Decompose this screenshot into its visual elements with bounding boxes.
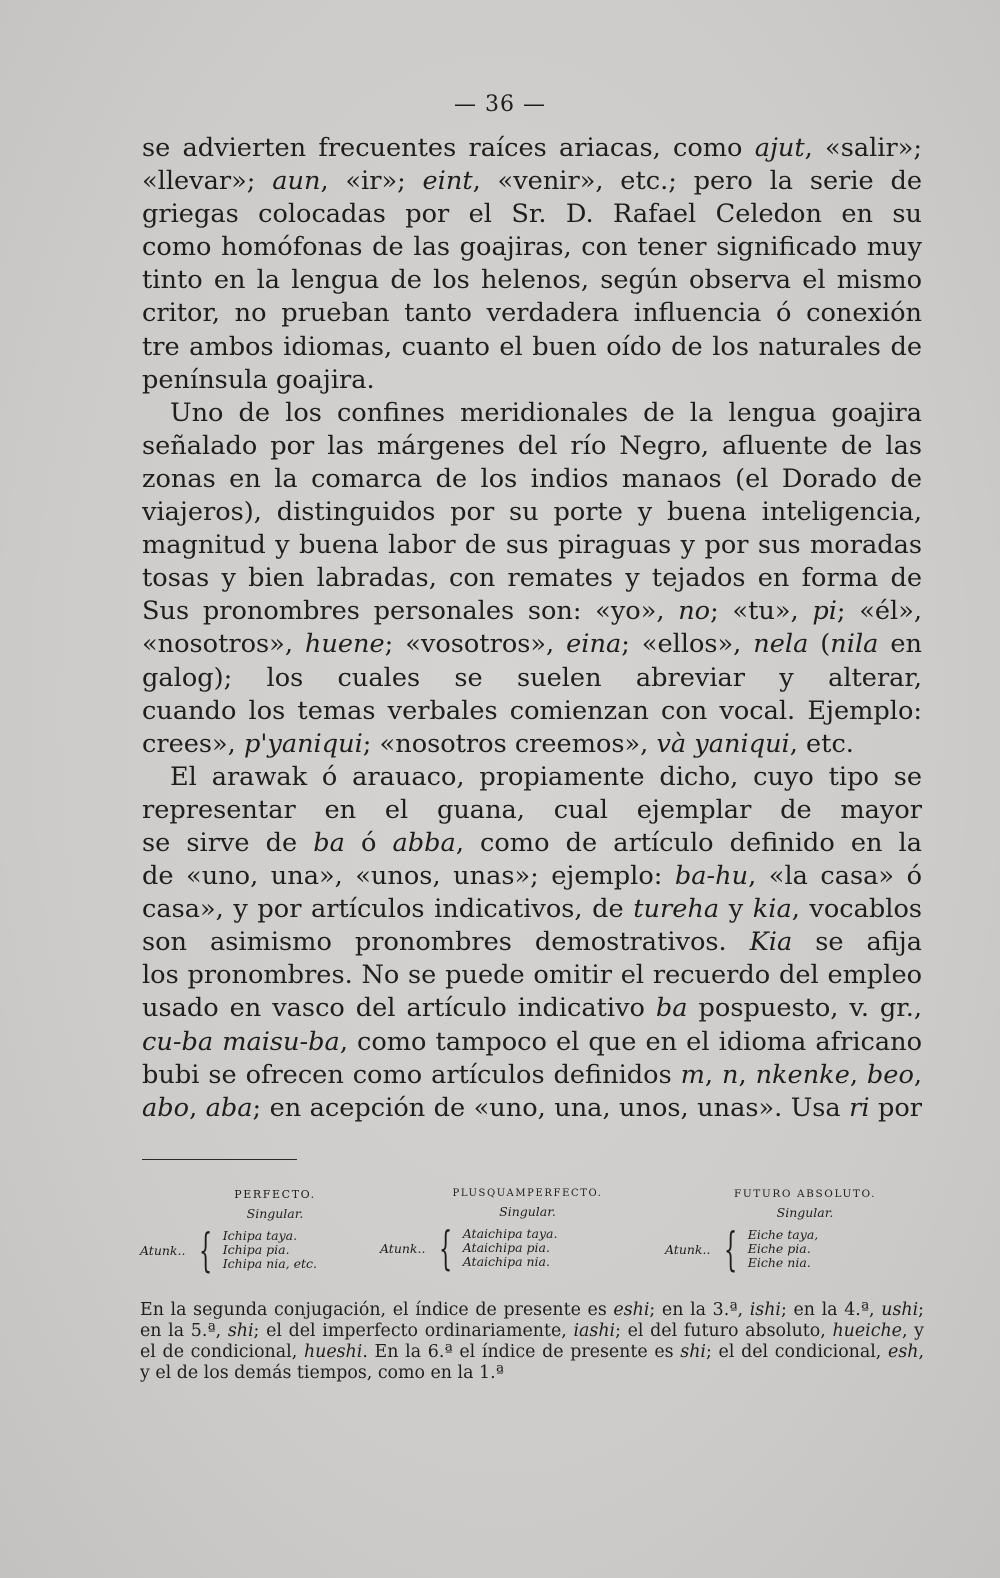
text-run: en [890, 629, 922, 660]
text-run: . En la 6.ª el índice de presente es [362, 1342, 681, 1362]
subject-label: Atunk.. [665, 1241, 711, 1257]
italic-term: p'yaniqui [243, 728, 363, 759]
text-run: ; el del condicional, [705, 1342, 889, 1362]
subject-label: Atunk.. [140, 1242, 186, 1258]
text-run: ; «vosotros», [384, 629, 567, 660]
italic-term: nila [830, 629, 879, 660]
italic-term: n [722, 1059, 739, 1090]
body-line [142, 992, 922, 1025]
text-run: , [849, 1059, 867, 1090]
text-run: ó [344, 827, 393, 858]
italic-term: tureha [633, 894, 720, 925]
text-run: bubi se ofrecen como artículos definidos [142, 1059, 681, 1090]
italic-term: abo [142, 1092, 190, 1123]
conjugation-future [665, 1188, 895, 1276]
text-run: , [704, 1059, 722, 1090]
footnote-line [140, 1342, 924, 1363]
italic-term: hueiche [832, 1321, 902, 1341]
italic-term: ajut [754, 133, 805, 163]
italic-term: beo [866, 1059, 914, 1090]
text-run: pospuesto, v. gr., [687, 993, 922, 1024]
text-run: se afija [815, 927, 922, 958]
italic-term: và yaniqui [656, 728, 790, 759]
text-run: península goajira. [142, 364, 375, 395]
body-line [142, 959, 922, 992]
text-run: En la segunda conjugación, el índice de presente es [140, 1300, 614, 1320]
text-run: cuando los temas verbales comienzan con vocal. Ejemplo: [142, 695, 922, 726]
italic-term: aun [272, 166, 321, 197]
body-line [142, 397, 922, 430]
body-line [142, 695, 922, 728]
italic-term: ba [655, 993, 688, 1024]
italic-term: kia [752, 894, 792, 925]
text-run: zonas en la comarca de los indios manaos (el Dorado de [142, 463, 922, 494]
text-run: por [869, 1092, 922, 1123]
text-run: «llevar»; [142, 166, 273, 197]
text-run: griegas colocadas por el Sr. D. Rafael Celedon en su [142, 199, 922, 230]
text-run: critor, no prueban tanto verdadera influencia ó conexión [142, 298, 922, 329]
italic-term: pi [812, 596, 837, 627]
body-line [142, 463, 922, 496]
body-line [142, 628, 922, 661]
body-line [142, 231, 922, 264]
number-label: Singular. [246, 1206, 304, 1221]
text-run: , [189, 1092, 206, 1123]
text-run: «nosotros», [142, 629, 305, 660]
tense-label: FUTURO ABSOLUTO. [733, 1188, 877, 1200]
italic-term: abba [392, 827, 456, 858]
text-run: en la 5.ª, [140, 1321, 228, 1341]
body-line [142, 1026, 922, 1059]
subject-label: Atunk.. [380, 1240, 426, 1256]
text-run: tre ambos idiomas, cuanto el buen oído de los naturales de [142, 331, 922, 362]
italic-term: m [680, 1059, 705, 1090]
conjugation-tables [140, 1188, 930, 1298]
tense-label: PLUSQUAMPERFECTO. [452, 1188, 603, 1199]
italic-term: Kia [749, 927, 793, 958]
body-line [142, 165, 922, 198]
verb-form: Eiche pia. [747, 1241, 811, 1256]
text-run: Sus pronombres personales son: «yo», [142, 596, 679, 627]
body-line [142, 529, 922, 562]
text-run: El arawak ó arauaco, propiamente dicho, cuyo tipo se [170, 761, 922, 792]
body-line [142, 794, 922, 827]
text-run: , «ir»; [320, 166, 423, 197]
text-run: ; el del futuro absoluto, [615, 1321, 833, 1341]
number-label: Singular. [499, 1204, 556, 1219]
text-run: usado en vasco del artículo indicativo [142, 993, 656, 1024]
italic-term: ba [313, 827, 345, 858]
conjugation-pluperfect [380, 1188, 620, 1275]
verb-form: Ataichipa taya. [462, 1226, 558, 1241]
body-line [142, 662, 922, 695]
italic-term: eshi [613, 1300, 650, 1320]
text-run: ; [918, 1300, 924, 1320]
text-run: viajeros), distinguidos por su porte y buena inteligencia, [142, 497, 922, 528]
italic-term: esh [888, 1342, 919, 1362]
text-run: ; el del imperfecto ordinariamente, [253, 1321, 574, 1341]
verb-form: Eiche nia. [747, 1255, 811, 1270]
text-run: ; en la 4.ª, [780, 1300, 882, 1320]
text-run: ; «él», [836, 596, 922, 627]
footnote-line [140, 1363, 924, 1384]
text-run: crees», [142, 728, 244, 759]
text-run: Uno de los confines meridionales de la lengua goajira [170, 397, 922, 428]
body-line [142, 198, 922, 231]
footnote-line [140, 1300, 924, 1321]
text-run: representar en el guana, cual ejemplar de mayor [142, 794, 922, 825]
brace-icon: { [724, 1222, 738, 1276]
text-run: galog); los cuales se suelen abreviar y alterar, [142, 662, 922, 693]
body-line [142, 761, 922, 794]
text-run: , etc. [789, 728, 854, 759]
text-run: como homófonas de las goajiras, con tener significado muy [142, 232, 922, 263]
body-line [142, 297, 922, 330]
conjugation-perfect [140, 1188, 370, 1277]
verb-form: Eiche taya, [747, 1227, 819, 1242]
page-number: — 36 — [454, 92, 546, 117]
text-run: ; «ellos», [621, 629, 754, 660]
text-run: se sirve de [142, 827, 314, 858]
body-line [142, 264, 922, 297]
body-line [142, 562, 922, 595]
text-run: , [738, 1059, 756, 1090]
body-line [142, 1059, 922, 1092]
text-run: y el de los demás tiempos, como en la 1.ª [140, 1363, 504, 1383]
text-run: , y [901, 1321, 924, 1341]
brace-icon: { [199, 1223, 213, 1277]
text-run: tinto en la lengua de los helenos, según observa el mismo [142, 265, 922, 296]
italic-term: nela [753, 629, 809, 660]
text-run: de «uno, una», «unos, unas»; ejemplo: [142, 861, 675, 892]
text-run: ( [808, 629, 831, 660]
body-text [142, 132, 922, 1125]
text-run: , [918, 1342, 924, 1362]
footnote-rule [142, 1159, 297, 1160]
body-line [142, 430, 922, 463]
italic-term: ba-hu [674, 861, 749, 892]
body-line [142, 132, 922, 165]
italic-term: eint [422, 166, 473, 197]
text-run: , como tampoco el que en el idioma africano [339, 1026, 922, 1057]
body-line [142, 860, 922, 893]
text-run: el de condicional, [140, 1342, 304, 1362]
italic-term: eina [566, 629, 622, 660]
text-run: ; «nosotros creemos», [362, 728, 657, 759]
italic-term: aba [205, 1092, 253, 1123]
body-line [142, 1092, 922, 1125]
text-run: , [913, 1059, 922, 1090]
italic-term: cu-ba maisu-ba [142, 1026, 340, 1057]
text-run: tosas y bien labradas, con remates y tejados en forma de [142, 563, 922, 594]
italic-term: nkenke [755, 1059, 850, 1090]
footnote-line [140, 1321, 924, 1342]
verb-form: Ichipa pia. [222, 1242, 290, 1257]
text-run: se advierten frecuentes raíces ariacas, como [142, 133, 755, 163]
text-run: los pronombres. No se puede omitir el recuerdo del empleo [142, 960, 922, 991]
verb-form: Ataichipa pia. [462, 1240, 550, 1255]
text-run: , «venir», etc.; pero la serie de [472, 166, 922, 197]
verb-form: Ichipa taya. [222, 1228, 298, 1243]
text-run: , como de artículo definido en la [455, 827, 922, 858]
text-run: ; en la 3.ª, [649, 1300, 750, 1320]
text-run: y [719, 894, 753, 925]
text-run: ; en acepción de «uno, una, unos, unas». Usa [252, 1092, 850, 1123]
text-run: , «la casa» ó [748, 861, 922, 892]
text-run: casa», y por artículos indicativos, de [142, 894, 634, 925]
body-line [142, 926, 922, 959]
body-line [142, 595, 922, 628]
body-line [142, 893, 922, 926]
italic-term: shi [227, 1321, 254, 1341]
italic-term: huene [304, 629, 385, 660]
text-run: son asimismo pronombres demostrativos. [142, 927, 750, 958]
verb-form: Ataichipa nia. [462, 1254, 550, 1269]
body-line [142, 728, 922, 761]
tense-label: PERFECTO. [234, 1188, 316, 1201]
body-line [142, 331, 922, 364]
italic-term: ushi [881, 1300, 919, 1320]
italic-term: ri [849, 1092, 870, 1123]
footnote [140, 1300, 924, 1384]
body-line [142, 827, 922, 860]
italic-term: shi [680, 1342, 706, 1362]
brace-icon: { [439, 1221, 453, 1275]
text-run: señalado por las márgenes del río Negro, afluente de las [142, 430, 922, 461]
text-run: , vocablos [791, 894, 922, 925]
body-line [142, 364, 922, 397]
verb-form: Ichipa nia, etc. [222, 1256, 317, 1271]
text-run: magnitud y buena labor de sus piraguas y por sus moradas [142, 530, 922, 561]
text-run: , «salir»; [804, 133, 922, 163]
body-line [142, 496, 922, 529]
italic-term: no [678, 596, 711, 627]
italic-term: hueshi [303, 1342, 363, 1362]
text-run: ; «tu», [710, 596, 813, 627]
italic-term: iashi [573, 1321, 616, 1341]
italic-term: ishi [749, 1300, 781, 1320]
number-label: Singular. [776, 1205, 834, 1220]
